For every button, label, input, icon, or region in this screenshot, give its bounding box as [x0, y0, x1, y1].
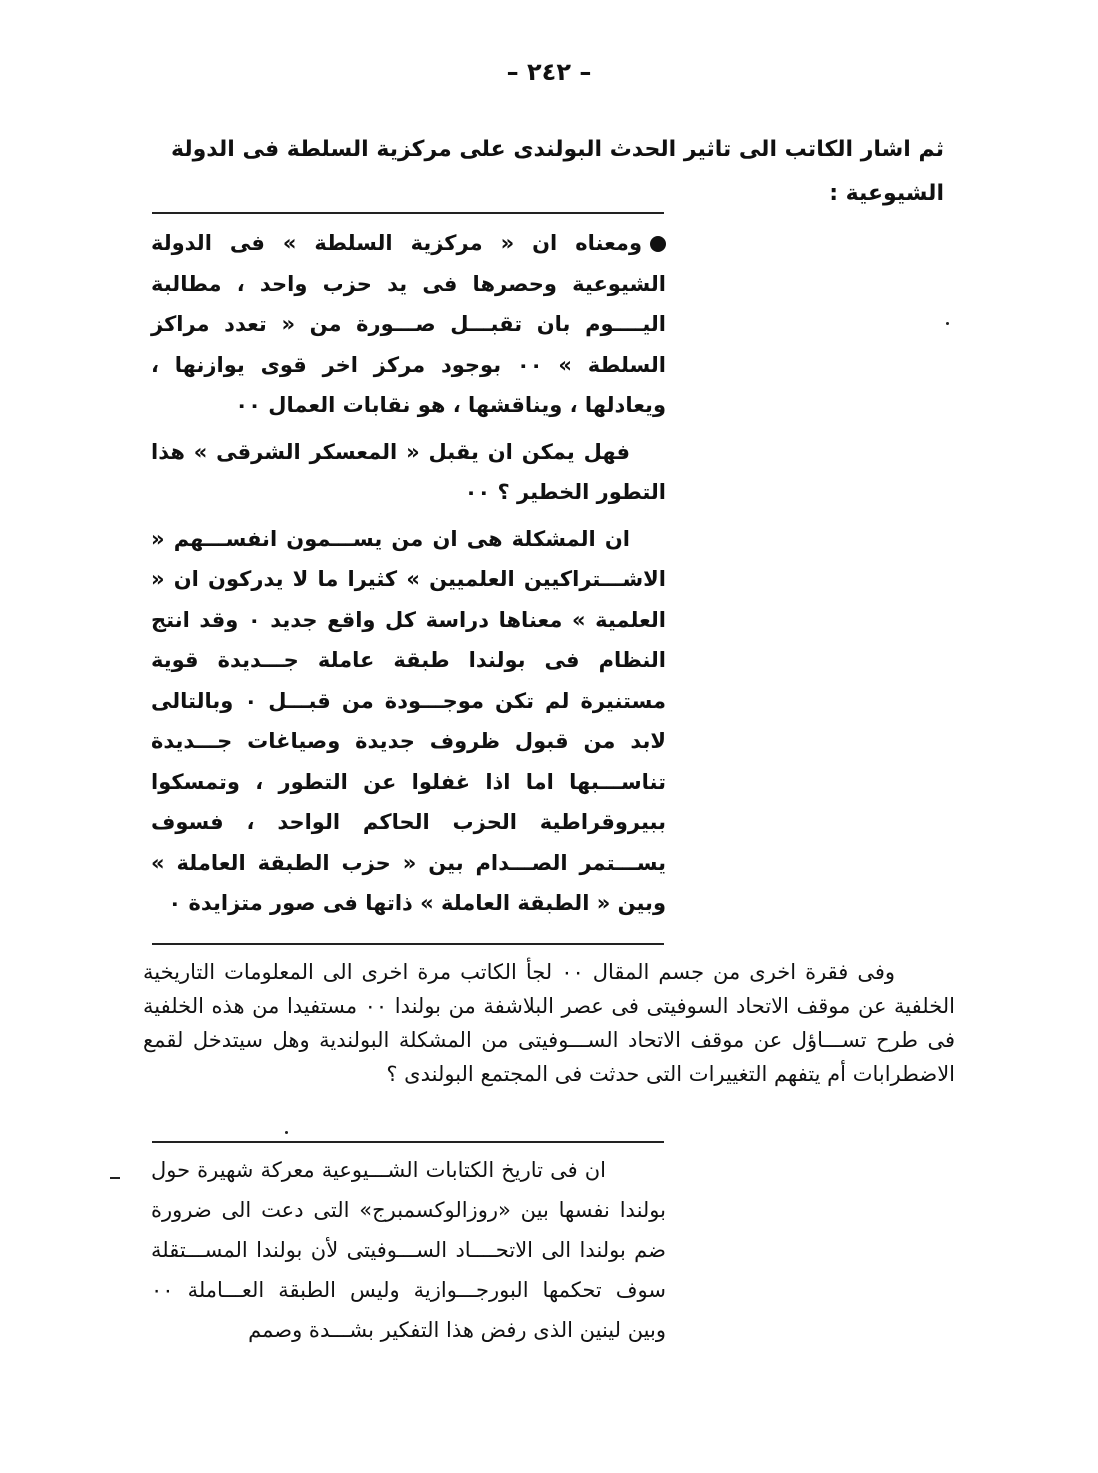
intro-paragraph: ثم اشار الكاتب الى تاثير الحدث البولندى على مركزية السلطة فى الدولة الشيوعية : [171, 137, 944, 206]
bullet-icon [650, 236, 666, 252]
scan-speck [285, 1131, 288, 1134]
quote-1-paragraph-1 [151, 223, 666, 426]
second-quote-rule [152, 1141, 664, 1143]
quote-1-paragraph-1-text: ومعناه ان « مركزية السلطة » فى الدولة الشيوعية وحصرها فى يد حزب واحد ، مطالبة اليــــوم بان تقبـــل صـــورة من « تعدد مراكز السلطة » ٠٠ بوجود مركز اخر قوى يوازنها ، ويعادلها ، ويناقشها ، هو نقابات العمال ٠٠ [151, 231, 666, 417]
quote-2-paragraph: ان فى تاريخ الكتابات الشـــيوعية معركة شهيرة حول بولندا نفسها بين «روزالوكسمبرج» التى دعت الى ضرورة ضم بولندا الى الاتحــــاد الســـوفيتى لأن بولندا المســـتقلة سوف تحكمها البورجـــوازية وليس الطبقة العـــاملة ٠٠ وبين لينين الذى رفض هذا التفكير بشـــدة وصمم [151, 1158, 666, 1342]
quote-1-paragraph-3: ان المشكلة هى ان من يســـمون انفســـهم « الاشـــتراكيين العلميين » كثيرا ما لا يدركون ان « العلمية » معناها دراسة كل واقع جديد ٠ وقد انتج النظام فى بولندا طبقة عاملة جـــديدة قوية مستنيرة لم تكن موجـــودة من قبـــل ٠ وبالتالى لابد من قبول ظروف جديدة وصياغات جـــديدة تناســـبها اما اذا غفلوا عن التطور ، وتمسكوا ببيروقراطية الحزب الحاكم الواحد ، فسوف يســـتمر الصـــدام بين « حزب الطبقة العاملة » وبين « الطبقة العاملة » ذاتها فى صور متزايدة ٠ [151, 526, 666, 915]
middle-paragraph-block [143, 955, 955, 1091]
middle-paragraph: وفى فقرة اخرى من جسم المقال ٠٠ لجأ الكاتب مرة اخرى الى المعلومات التاريخية الخلفية عن موقف الاتحاد السوفيتى فى عصر البلاشفة من بولندا ٠٠ مستفيدا من هذه الخلفية فى طرح تســـاؤل عن موقف الاتحاد الســـوفيتى من المشكلة البولندية وهل سيتدخل لقمع الاضطرابات أم يتفهم التغييرات التى حدثت فى المجتمع البولندى ؟ [143, 960, 955, 1086]
quote-top-rule [152, 212, 664, 214]
quote-1-paragraph-2: فهل يمكن ان يقبل « المعسكر الشرقى » هذا التطور الخطير ؟ ٠٠ [151, 439, 666, 504]
page-number: – ٢٤٢ – [506, 58, 592, 86]
quote-bottom-rule [152, 943, 664, 945]
scan-speck [946, 322, 949, 325]
margin-mark [110, 1177, 120, 1179]
quote-block-2 [151, 1150, 666, 1350]
quote-block-1 [151, 223, 666, 930]
